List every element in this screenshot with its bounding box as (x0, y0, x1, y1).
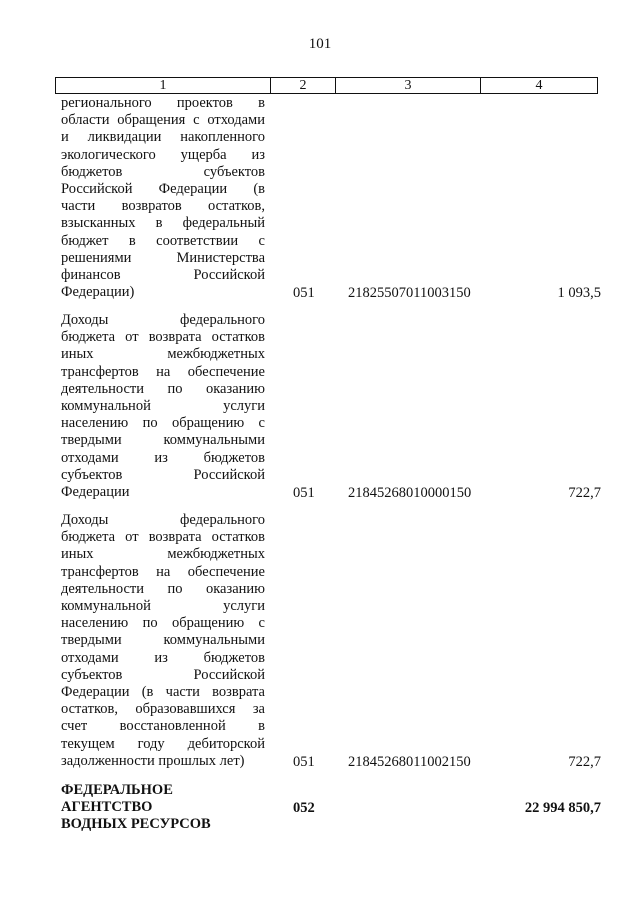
table-row (61, 312, 601, 502)
admin-code: 051 (293, 284, 315, 301)
description-line: ВОДНЫХ РЕСУРСОВ (61, 816, 211, 833)
description-line: Федерации) (61, 284, 135, 301)
amount: 22 994 850,7 (524, 799, 601, 816)
description-line: Доходы федерального (61, 512, 265, 528)
description-line: иных межбюджетных (61, 546, 265, 563)
description-line: коммунальной услуги (61, 598, 265, 615)
description-line: части возвратов остатков, (61, 198, 265, 215)
description-line: текущем году дебиторской (61, 735, 265, 752)
description-line: Доходы федерального (61, 312, 265, 328)
amount: 722,7 (568, 753, 601, 770)
description-line: трансфертов на обеспечение (61, 563, 265, 580)
admin-code: 052 (293, 799, 315, 816)
header-col-2: 2 (271, 78, 336, 93)
budget-classification-code: 21825507011003150 (348, 284, 471, 301)
description-line: финансов Российской (61, 267, 265, 284)
admin-code: 051 (293, 484, 315, 501)
table-header-row (55, 77, 598, 94)
description-line: субъектов Российской (61, 666, 265, 683)
description-line: бюджетов субъектов (61, 163, 265, 180)
amount: 722,7 (568, 484, 601, 501)
description-line: отходами из бюджетов (61, 649, 265, 666)
description-line: Федерации (в части возврата (61, 684, 265, 701)
description-line: бюджет в соответствии с (61, 232, 265, 249)
row-description (61, 512, 265, 770)
description-line: и ликвидации накопленного (61, 129, 265, 146)
description-line: коммунальной услуги (61, 398, 265, 415)
header-col-3: 3 (336, 78, 481, 93)
table-row (61, 512, 601, 771)
page-number: 101 (308, 36, 332, 52)
description-line: твердыми коммунальными (61, 632, 265, 649)
description-line: регионального проектов в (61, 95, 265, 111)
description-line: твердыми коммунальными (61, 432, 265, 449)
admin-code: 051 (293, 753, 315, 770)
description-line: счет восстановленной в (61, 718, 265, 735)
description-line: деятельности по оказанию (61, 380, 265, 397)
description-line: населению по обращению с (61, 415, 265, 432)
description-line: решениями Министерства (61, 249, 265, 266)
description-line: экологического ущерба из (61, 146, 265, 163)
agency-name (61, 782, 265, 834)
description-line: взысканных в федеральный (61, 215, 265, 232)
description-line: задолженности прошлых лет) (61, 752, 245, 769)
description-line: отходами из бюджетов (61, 449, 265, 466)
row-description (61, 312, 265, 501)
description-line: деятельности по оказанию (61, 580, 265, 597)
description-line: населению по обращению с (61, 615, 265, 632)
budget-classification-code: 21845268010000150 (348, 484, 472, 501)
description-line: Российской Федерации (в (61, 181, 265, 198)
description-line: бюджета от возврата остатков (61, 529, 265, 546)
agency-total-row (61, 782, 601, 833)
description-line: области обращения с отходами (61, 112, 265, 129)
description-line: трансфертов на обеспечение (61, 363, 265, 380)
description-line: бюджета от возврата остатков (61, 329, 265, 346)
description-line: субъектов Российской (61, 466, 265, 483)
row-description (61, 95, 265, 301)
description-line: ФЕДЕРАЛЬНОЕ АГЕНТСТВО (61, 782, 173, 816)
description-line: остатков, образовавшихся за (61, 701, 265, 718)
header-col-1: 1 (56, 78, 271, 93)
amount: 1 093,5 (557, 284, 601, 301)
description-line: Федерации (61, 484, 130, 501)
header-col-4: 4 (535, 78, 543, 93)
description-line: иных межбюджетных (61, 346, 265, 363)
table-row (61, 95, 601, 302)
budget-classification-code: 21845268011002150 (348, 753, 471, 770)
